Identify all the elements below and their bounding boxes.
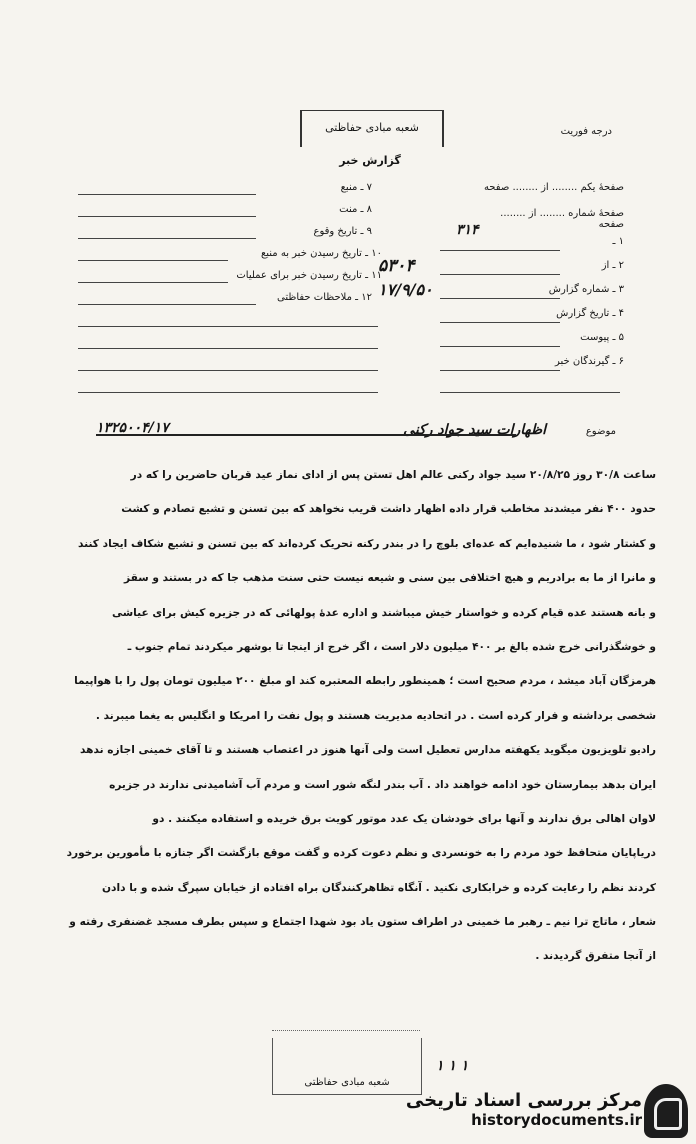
body-line: شعار ، ماتاج ترا نیم ـ رهبر ما خمینی در اطراف ستون یاد بود شهدا اجتماع و سپس بطرف مسجد غضنفری رفته و <box>69 916 656 929</box>
header-stamp-text: شعبه مبادی حفاظتی <box>325 121 419 134</box>
field-1: ۱ ـ <box>612 236 624 247</box>
field-9-line <box>78 238 256 239</box>
archive-logo-icon <box>644 1084 688 1138</box>
field-11: ۱۱ ـ تاریخ رسیدن خبر برای عملیات <box>236 270 382 281</box>
field-1-line <box>440 250 560 251</box>
field-3-line <box>440 298 560 299</box>
body-line: دریاپایان متحافظ خود مردم را به خونسردی و نظم دعوت کرده و گفت موقع بازگشت اگر جنازه با مأمورین برخورد <box>66 847 656 860</box>
field-4: ۴ ـ تاریخ گزارش <box>556 308 624 319</box>
handwritten-number: ۵۳۰۴ <box>378 256 415 276</box>
blank-line-2 <box>78 348 378 349</box>
field-6: ۶ ـ گیرندگان خبر <box>554 356 624 367</box>
field-12: ۱۲ ـ ملاحظات حفاظتی <box>277 292 372 303</box>
field-7: ۷ ـ منبع <box>340 182 372 193</box>
urgency-degree: درجه فوریت <box>560 126 612 137</box>
field-12-line <box>78 304 256 305</box>
body-line: و کشتار شود ، ما شنیده‌ایم که عده‌ای بلوچ را در بندر رکنه تحریک کرده‌اند که بین تسنن و تشیع شکاف ایجاد کنند <box>78 537 656 550</box>
header-stamp <box>300 110 444 147</box>
blank-line-1 <box>78 326 378 327</box>
watermark-en: historydocuments.ir <box>471 1111 642 1129</box>
field-3: ۳ ـ شماره گزارش <box>548 284 624 295</box>
field-4-line <box>440 322 560 323</box>
body-line: و بانه هستند عده قیام کرده و خواستار خیش میباشند و اداره عدهٔ پولهائی که در جزیره کیش برای عیاشی <box>112 606 656 619</box>
footer-stamp <box>272 1038 422 1095</box>
field-6-line <box>440 370 560 371</box>
body-line: کردند نظم را رعایت کرده و خرابکاری نکنید . آنگاه تظاهرکنندگان براه افتاده از خیابان سپرگ شده و با دادن <box>102 881 656 894</box>
field-11-line <box>78 282 228 283</box>
body-line: از آنجا متفرق گردیدند . <box>535 950 656 963</box>
watermark-fa: مرکز بررسی اسناد تاریخی <box>405 1090 642 1111</box>
field-1-value: ۳۱۴ <box>456 222 479 238</box>
body-line: و خوشگذرانی خرج شده بالغ بر ۴۰۰ میلیون دلار است ، اگر خرج از اینجا تا بوشهر میکردند تمام جنوب ـ <box>127 640 656 653</box>
blank-line-4 <box>78 392 378 393</box>
body-line: ساعت ۳۰/۸ روز ۲۰/۸/۲۵ سید جواد رکنی عالم اهل تستن پس از ادای نماز عید قربان حاضرین را که در <box>130 469 656 481</box>
body-line: شخصی برداشته و فرار کرده است . در اتحادیه مدیریت هستند و پول نفت را امریکا و انگلیس به یغما میبرند . <box>95 709 656 722</box>
field-10: ۱۰ ـ تاریخ رسیدن خبر به منبع <box>260 248 382 259</box>
watermark <box>406 1090 642 1129</box>
body-line: ایران بدهد بیمارستان خود ادامه خواهند داد . آب بندر لنگه شور است و مردم آب آشامیدنی ندارند در جزیره <box>109 778 656 791</box>
field-9: ۹ ـ تاریخ وقوع <box>313 226 372 237</box>
field-7-line <box>78 194 256 195</box>
subject-label: موضوع <box>585 426 616 437</box>
subject-strike-line <box>96 434 516 436</box>
field-5-line <box>440 346 560 347</box>
field-8: ۸ ـ منت <box>339 204 372 215</box>
field-page-first: صفحهٔ یکم ........ از ........ صفحه <box>483 182 624 193</box>
field-2: ۲ ـ از <box>601 260 624 271</box>
body-line: هرمزگان آباد میشد ، مردم صحیح است ؛ همینطور رابطه المعتبره کند او مبلغ ۲۰۰ میلیون تومان پول را با هواپیما <box>74 675 656 688</box>
subject-text: اظهارات سید جواد رکنی <box>403 422 546 438</box>
body-line: لاوان اهالی برق ندارند و آنها برای خودشان یک عدد موتور کویت برق خریده و استفاده میکنند . دو <box>152 812 656 825</box>
footer-marks: ۱ ۱ ۱ <box>436 1058 469 1074</box>
field-2-line <box>440 274 560 275</box>
body-line: رادیو تلویزیون میگوید یکهفته مدارس تعطیل است ولی آنها هنوز در اعتصاب هستند و تا آقای خمینی اجازه ندهد <box>80 744 656 757</box>
field-8-line <box>78 216 256 217</box>
body-line: حدود ۴۰۰ نفر میشدند مخاطب قرار داده اظهار داشت قریب نخواهد که بین تسنن و تشیع تصادم و کشت <box>121 503 656 516</box>
footer-stamp-text: شعبه مبادی حفاظتی <box>304 1077 390 1088</box>
blank-line-3 <box>78 370 378 371</box>
handwritten-date: ۱۷/۹/۵۰ <box>378 280 433 299</box>
body-line: و مانرا از ما به برادریم و هیچ اختلافی بین سنی و شیعه نیست حتی سنت مذهب جا که در بستند و سقز <box>124 572 656 585</box>
report-title: گزارش خبر <box>339 154 401 167</box>
field-10-line <box>78 260 228 261</box>
field-5: ۵ ـ پیوست <box>580 332 624 343</box>
footer-stamp-top-line <box>272 1030 420 1031</box>
subject-code: ۱۳۲۵۰۰۴/۱۷ <box>96 420 169 436</box>
field-page-number: صفحهٔ شماره ........ از ........ صفحه <box>500 208 624 230</box>
subject-row <box>96 420 616 450</box>
body-text <box>36 458 656 974</box>
field-6-line-2 <box>440 392 620 393</box>
